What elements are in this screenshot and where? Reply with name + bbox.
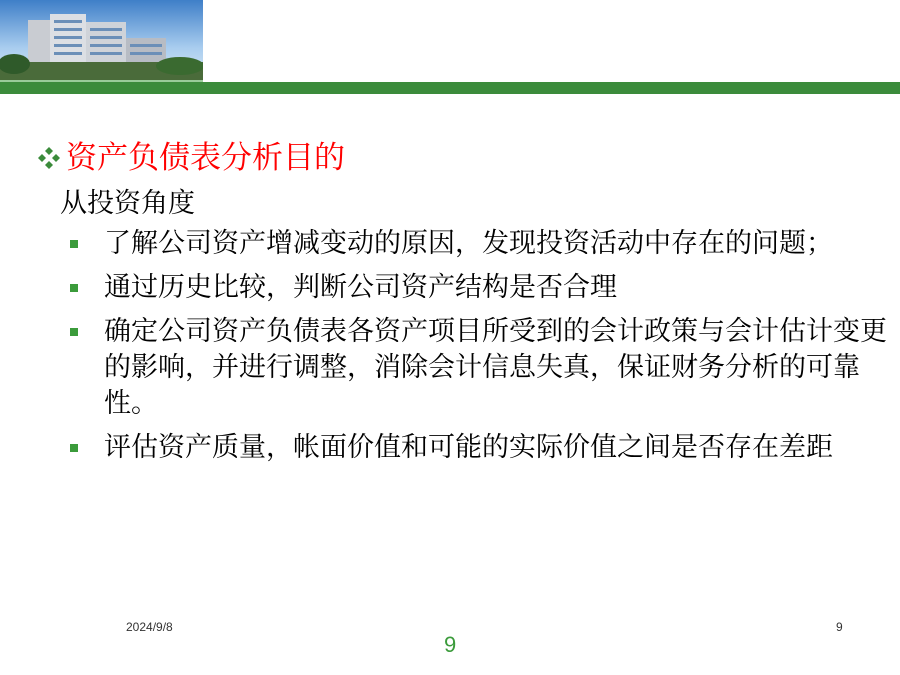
slide-subtitle: 从投资角度 bbox=[60, 188, 195, 219]
square-bullet-icon bbox=[70, 240, 78, 248]
page-number: 9 bbox=[444, 632, 457, 657]
bullet-text: 确定公司资产负债表各资产项目所受到的会计政策与会计估计变更的影响，并进行调整，消除会计信息失真，保证财务分析的可靠性。 bbox=[104, 316, 887, 419]
slide-title: 资产负债表分析目的 bbox=[66, 140, 345, 176]
bullet-item bbox=[68, 226, 888, 262]
footer-date: 2024/9/8 bbox=[126, 620, 173, 634]
bullet-list bbox=[68, 226, 888, 474]
bullet-item bbox=[68, 314, 888, 422]
bullet-text: 通过历史比较，判断公司资产结构是否合理 bbox=[104, 272, 617, 303]
diamond-cluster-icon bbox=[36, 145, 62, 171]
bullet-text: 了解公司资产增减变动的原因，发现投资活动中存在的问题； bbox=[104, 228, 833, 259]
bullet-text: 评估资产质量，帐面价值和可能的实际价值之间是否存在差距 bbox=[104, 432, 833, 463]
bullet-item bbox=[68, 270, 888, 306]
square-bullet-icon bbox=[70, 328, 78, 336]
square-bullet-icon bbox=[70, 284, 78, 292]
footer-slide-number: 9 bbox=[836, 620, 843, 634]
bullet-item bbox=[68, 430, 888, 466]
header-divider-bar bbox=[0, 82, 900, 94]
header-building-photo bbox=[0, 0, 203, 80]
slide-title-row bbox=[36, 138, 345, 178]
square-bullet-icon bbox=[70, 444, 78, 452]
